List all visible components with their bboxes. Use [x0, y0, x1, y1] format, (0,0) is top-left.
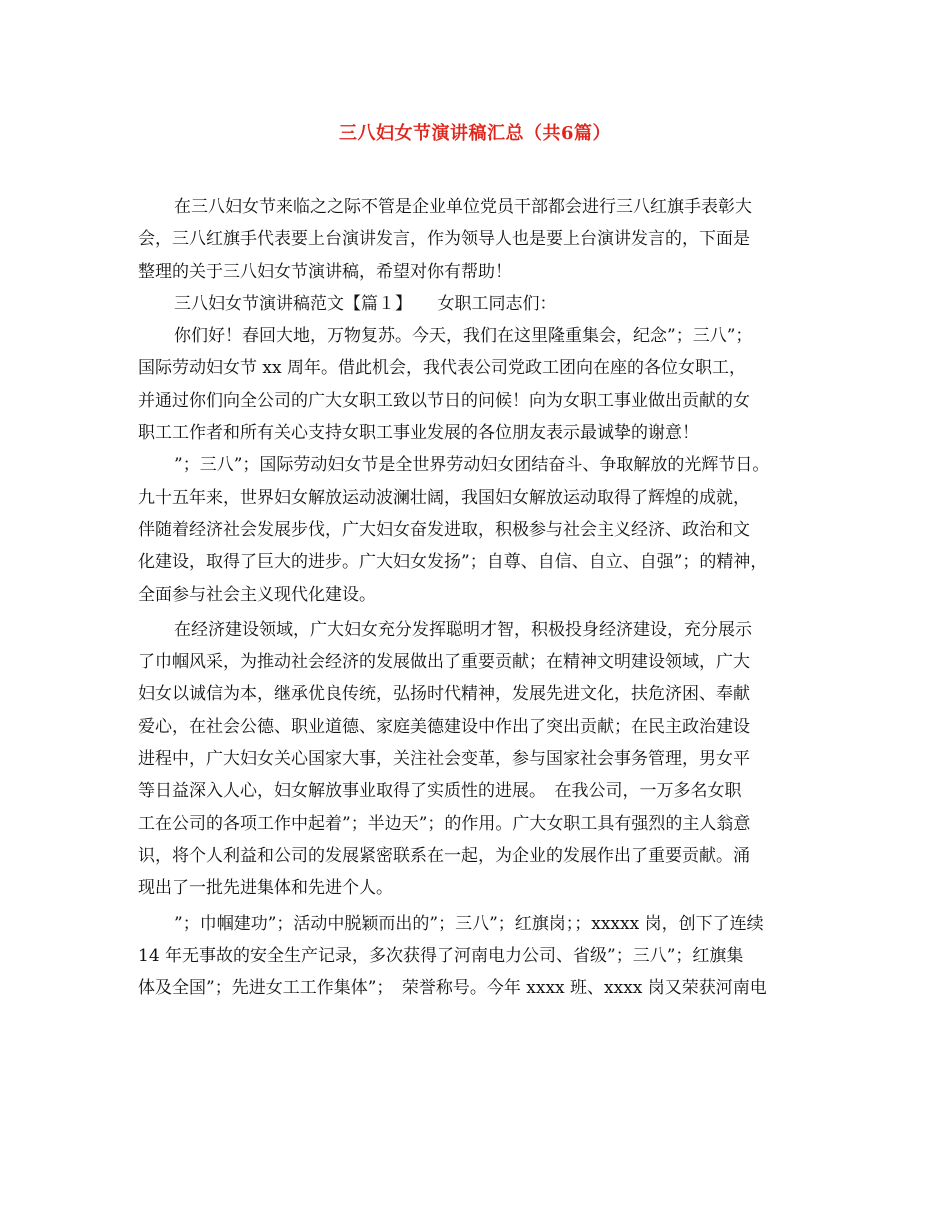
body-line: 现出了一批先进集体和先进个人。	[138, 878, 393, 899]
body-line: 你们好！春回大地，万物复苏。今天，我们在这里隆重集会，纪念”；三八”；	[174, 326, 753, 347]
body-line: 体及全国”；先进女工工作集体”； 荣誉称号。今年 xxxx 班、xxxx 岗又荣获河南电	[138, 978, 767, 999]
body-line: 会，三八红旗手代表要上台演讲发言，作为领导人也是要上台演讲发言的，下面是	[138, 229, 750, 250]
body-line: 九十五年来，世界妇女解放运动波澜壮阔，我国妇女解放运动取得了辉煌的成就，	[138, 487, 750, 508]
body-line: 等日益深入人心，妇女解放事业取得了实质性的进展。 在我公司，一万多名女职	[138, 781, 742, 802]
body-line: 整理的关于三八妇女节演讲稿，希望对你有帮助！	[138, 261, 512, 282]
document-title: 三八妇女节演讲稿汇总（共6篇）	[338, 123, 612, 144]
body-line: 进程中，广大妇女关心国家大事，关注社会变革，参与国家社会事务管理，男女平	[138, 749, 750, 770]
body-line: 14 年无事故的安全生产记录，多次获得了河南电力公司、省级”；三八”；红旗集	[138, 945, 744, 966]
body-line: 职工工作者和所有关心支持女职工事业发展的各位朋友表示最诚挚的谢意！	[138, 423, 699, 444]
body-line: 化建设，取得了巨大的进步。广大妇女发扬”；自尊、自信、自立、自强”；的精神，	[138, 552, 768, 573]
section-heading-line: 三八妇女节演讲稿范文【篇１】 女职工同志们：	[174, 293, 557, 314]
body-line: 在三八妇女节来临之之际不管是企业单位党员干部都会进行三八红旗手表彰大	[174, 197, 752, 217]
body-line: ”；巾帼建功”；活动中脱颖而出的”；三八”；红旗岗；；xxxxx 岗，创下了连续	[174, 913, 764, 934]
document-body	[138, 191, 826, 1004]
body-line: 爱心，在社会公德、职业道德、家庭美德建设中作出了突出贡献；在民主政治建设	[138, 716, 750, 737]
body-line: ”；三八”；国际劳动妇女节是全世界劳动妇女团结奋斗、争取解放的光辉节日。	[174, 455, 770, 476]
body-line: 全面参与社会主义现代化建设。	[138, 584, 376, 605]
body-line: 国际劳动妇女节 xx 周年。借此机会，我代表公司党政工团向在座的各位女职工，	[138, 358, 746, 379]
body-line: 伴随着经济社会发展步伐，广大妇女奋发进取，积极参与社会主义经济、政治和文	[138, 519, 750, 540]
body-line: 在经济建设领域，广大妇女充分发挥聪明才智，积极投身经济建设，充分展示	[174, 619, 752, 640]
body-line: 了巾帼风采，为推动社会经济的发展做出了重要贡献；在精神文明建设领域，广大	[138, 652, 750, 673]
body-line: 识，将个人利益和公司的发展紧密联系在一起，为企业的发展作出了重要贡献。涌	[138, 845, 750, 866]
body-line: 妇女以诚信为本，继承优良传统，弘扬时代精神，发展先进文化，扶危济困、奉献	[138, 684, 750, 705]
body-line: 并通过你们向全公司的广大女职工致以节日的问候！向为女职工事业做出贡献的女	[138, 390, 750, 411]
body-line: 工在公司的各项工作中起着”；半边天”；的作用。广大女职工具有强烈的主人翁意	[138, 813, 751, 834]
